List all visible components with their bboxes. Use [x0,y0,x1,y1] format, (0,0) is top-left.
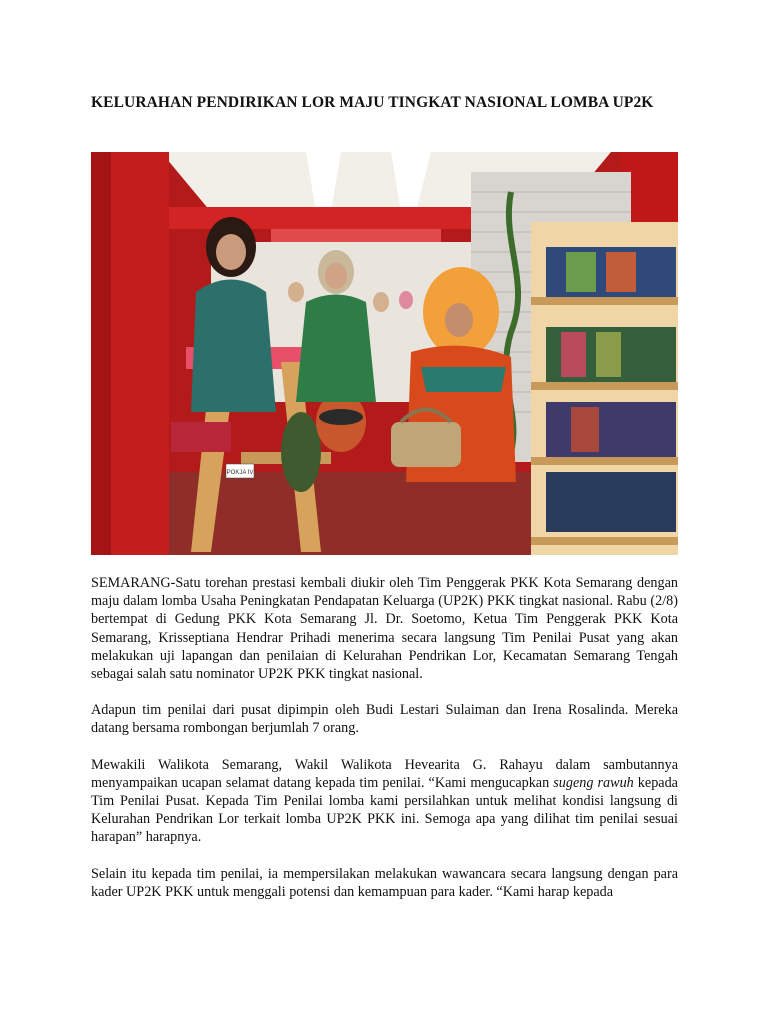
paragraph-2: Adapun tim penilai dari pusat dipimpin oleh Budi Lestari Sulaiman dan Irena Rosalinda. Mereka datang bersama rombongan berjumlah 7 orang. [91,702,678,737]
article-photo [91,152,678,555]
paragraph-4: Selain itu kepada tim penilai, ia mempersilakan melakukan wawancara secara langsung dengan para kader UP2K PKK untuk menggali potensi dan kemampuan para kader. “Kami harap kepada [91,865,678,900]
booth-photo-illustration [91,152,678,555]
article-title: KELURAHAN PENDIRIKAN LOR MAJU TINGKAT NASIONAL LOMBA UP2K [91,94,654,111]
paragraph-3-part-a: Mewakili Walikota Semarang, Wakil Walikota Hevearita G. Rahayu dalam sambutannya menyampaikan ucapan selamat datang kepada tim penilai. “Kami mengucapkan [91,756,678,791]
paragraph-3 [91,756,678,847]
booth-sign: POKJA IV [226,470,254,476]
paragraph-1: SEMARANG-Satu torehan prestasi kembali diukir oleh Tim Penggerak PKK Kota Semarang dengan maju dalam lomba Usaha Peningkatan Pendapatan Keluarga (UP2K) PKK tingkat nasional. Rabu (2/8) bertempat di Gedung PKK Kota Semarang Jl. Dr. Soetomo, Ketua Tim Penggerak PKK Kota Semarang, Krisseptiana Hendrar Prihadi menerima secara langsung Tim Penilai Pusat yang akan melakukan uji lapangan dan penilaian di Kelurahan Pendrikan Lor, Kecamatan Semarang Tengah sebagai salah satu nominator UP2K PKK tingkat nasional. [91,575,678,683]
article-body [91,574,678,919]
paragraph-3-part-b: kepada Tim Penilai Pusat. Kepada Tim Penilai lomba kami persilahkan untuk melihat kondisi langsung di Kelurahan Pendrikan Lor terkait lomba UP2K PKK ini. Semoga apa yang dilihat tim penilai sesuai harapan” harapnya. [91,774,678,846]
paragraph-3-italic: sugeng rawuh [553,774,634,791]
